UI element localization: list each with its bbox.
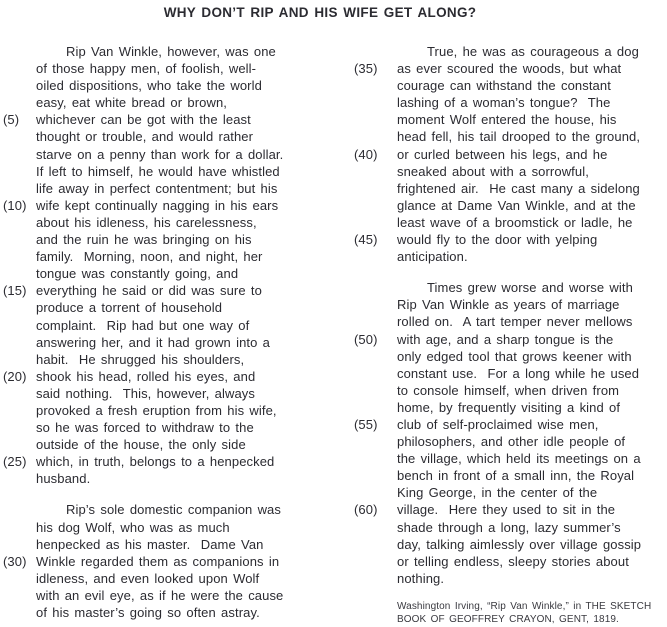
line-number bbox=[0, 77, 36, 94]
line-number: (10) bbox=[3, 197, 27, 213]
line-number bbox=[0, 519, 36, 536]
line-number: (35) bbox=[354, 61, 378, 77]
passage-line bbox=[340, 570, 667, 587]
passage-line bbox=[340, 128, 667, 145]
line-number bbox=[0, 248, 36, 265]
line-number bbox=[340, 365, 397, 382]
line-number bbox=[340, 348, 397, 365]
line-number bbox=[340, 77, 397, 94]
line-text: or curled between his legs, and he bbox=[397, 146, 608, 162]
line-number bbox=[0, 163, 36, 180]
line-number bbox=[0, 43, 36, 60]
passage-line bbox=[0, 111, 340, 128]
passage-line bbox=[340, 248, 667, 265]
passage-line bbox=[0, 470, 340, 487]
line-text: glance at Dame Van Winkle, and at the bbox=[397, 197, 636, 213]
line-number bbox=[340, 553, 397, 570]
line-number: (30) bbox=[3, 553, 27, 569]
passage-line bbox=[340, 77, 667, 94]
line-text: as ever scoured the woods, but what bbox=[397, 61, 622, 77]
line-number bbox=[340, 214, 397, 231]
passage-line bbox=[340, 146, 667, 163]
passage-line bbox=[340, 519, 667, 536]
line-number bbox=[0, 299, 36, 316]
line-number bbox=[0, 214, 36, 231]
passage-line bbox=[0, 368, 340, 385]
line-text: least wave of a broomstick or ladle, he bbox=[397, 214, 633, 230]
passage-line bbox=[0, 146, 340, 163]
line-text: Times grew worse and worse with bbox=[427, 280, 633, 296]
passage-line bbox=[340, 331, 667, 348]
line-text: rolled on. A tart temper never mellows bbox=[397, 314, 633, 330]
line-number bbox=[0, 487, 36, 501]
line-text: Rip Van Winkle as years of marriage bbox=[397, 297, 620, 313]
passage-line bbox=[0, 334, 340, 351]
line-text: whichever can be got with the least bbox=[36, 112, 251, 128]
passage-line bbox=[0, 604, 340, 621]
line-text: only edged tool that grows keener with bbox=[397, 348, 632, 364]
passage-line bbox=[340, 416, 667, 433]
source-citation bbox=[340, 600, 667, 626]
line-text: bench in front of a small inn, the Royal bbox=[397, 468, 635, 484]
passage-line bbox=[340, 553, 667, 570]
passage-title: WHY DON’T RIP AND HIS WIFE GET ALONG? bbox=[163, 5, 477, 20]
passage-line bbox=[340, 382, 667, 399]
line-text: day, talking aimlessly over village gossip bbox=[397, 536, 642, 552]
passage-line bbox=[0, 351, 340, 368]
line-text: starve on a penny than work for a dollar. bbox=[36, 146, 284, 162]
line-text: nothing. bbox=[397, 570, 445, 586]
passage-line bbox=[0, 282, 340, 299]
line-number bbox=[0, 94, 36, 111]
passage-line bbox=[0, 60, 340, 77]
line-text: lashing of a woman’s tongue? The bbox=[397, 95, 611, 111]
passage-line bbox=[0, 265, 340, 282]
line-text: henpecked as his master. Dame Van bbox=[36, 536, 264, 552]
line-number bbox=[0, 128, 36, 145]
line-text: answering her, and it had grown into a bbox=[36, 334, 270, 350]
passage-column-left bbox=[0, 43, 340, 626]
line-text: produce a torrent of household bbox=[36, 300, 223, 316]
line-text: shook his head, rolled his eyes, and bbox=[36, 368, 256, 384]
line-text: If left to himself, he would have whistled bbox=[36, 163, 280, 179]
line-number bbox=[0, 334, 36, 351]
passage-line bbox=[340, 348, 667, 365]
line-number bbox=[340, 433, 397, 450]
line-text: outside of the house, the only side bbox=[36, 437, 246, 453]
line-number bbox=[0, 317, 36, 334]
line-number bbox=[340, 94, 397, 111]
line-text: and the ruin he was bringing on his bbox=[36, 232, 252, 248]
passage-line bbox=[340, 163, 667, 180]
line-text: with an evil eye, as if he were the cause bbox=[36, 587, 284, 603]
line-number bbox=[340, 382, 397, 399]
line-text: would fly to the door with yelping bbox=[397, 232, 598, 248]
line-number bbox=[0, 587, 36, 604]
line-number bbox=[0, 436, 36, 453]
line-text: said nothing. This, however, always bbox=[36, 385, 255, 401]
line-number: (25) bbox=[3, 454, 27, 470]
line-number: (15) bbox=[3, 283, 27, 299]
passage-line bbox=[0, 402, 340, 419]
passage-line bbox=[340, 180, 667, 197]
line-number bbox=[340, 296, 397, 313]
line-text: husband. bbox=[36, 471, 91, 487]
passage-line bbox=[0, 553, 340, 570]
citation-line-2: BOOK OF GEOFFREY CRAYON, GENT, 1819. bbox=[397, 613, 619, 625]
line-text: wife kept continually nagging in his ears bbox=[36, 197, 279, 213]
line-text: easy, eat white bread or brown, bbox=[36, 95, 228, 111]
line-text: of his master’s going so often astray. bbox=[36, 605, 260, 620]
line-number bbox=[0, 231, 36, 248]
line-text: complaint. Rip had but one way of bbox=[36, 317, 250, 333]
passage-line bbox=[0, 299, 340, 316]
passage-line bbox=[340, 214, 667, 231]
passage-line bbox=[340, 313, 667, 330]
line-text: True, he was as courageous a dog bbox=[427, 44, 639, 59]
line-number bbox=[0, 470, 36, 487]
line-number bbox=[340, 570, 397, 587]
line-number bbox=[340, 450, 397, 467]
line-number bbox=[0, 60, 36, 77]
line-number: (60) bbox=[354, 502, 378, 518]
line-text: habit. He shrugged his shoulders, bbox=[36, 351, 245, 367]
line-number bbox=[0, 604, 36, 621]
line-text: provoked a fresh eruption from his wife, bbox=[36, 402, 277, 418]
passage-line bbox=[340, 365, 667, 382]
line-number: (20) bbox=[3, 368, 27, 384]
passage-line bbox=[0, 197, 340, 214]
passage-line bbox=[0, 501, 340, 518]
passage-line bbox=[340, 197, 667, 214]
line-text: so he was forced to withdraw to the bbox=[36, 420, 254, 436]
passage-line bbox=[0, 317, 340, 334]
line-number bbox=[0, 385, 36, 402]
line-text: frightened air. He cast many a sidelong bbox=[397, 180, 640, 196]
passage-line bbox=[340, 467, 667, 484]
passage-line bbox=[0, 570, 340, 587]
passage-line bbox=[0, 453, 340, 470]
line-text: with age, and a sharp tongue is the bbox=[397, 331, 614, 347]
passage-line bbox=[340, 536, 667, 553]
line-number: (45) bbox=[354, 232, 378, 248]
line-text: which, in truth, belongs to a henpecked bbox=[36, 454, 275, 470]
line-number bbox=[340, 265, 397, 279]
line-number bbox=[340, 536, 397, 553]
passage-line bbox=[0, 519, 340, 536]
line-text: philosophers, and other idle people of bbox=[397, 434, 626, 450]
line-number bbox=[0, 419, 36, 436]
line-number: (40) bbox=[354, 146, 378, 162]
line-text: thought or trouble, and would rather bbox=[36, 129, 254, 145]
line-text: King George, in the center of the bbox=[397, 485, 598, 501]
line-number bbox=[340, 43, 397, 60]
passage-line bbox=[0, 94, 340, 111]
passage-line bbox=[340, 450, 667, 467]
passage-columns bbox=[0, 20, 667, 626]
passage-line bbox=[0, 385, 340, 402]
passage-line bbox=[340, 94, 667, 111]
line-text: or telling endless, sleepy stories about bbox=[397, 553, 629, 569]
line-number bbox=[0, 351, 36, 368]
passage-line bbox=[340, 43, 667, 60]
passage-line bbox=[0, 43, 340, 60]
line-text: club of self-proclaimed wise men, bbox=[397, 416, 599, 432]
line-number bbox=[0, 501, 36, 518]
line-text bbox=[397, 265, 667, 279]
line-text: the village, which held its meetings on a bbox=[397, 451, 641, 467]
line-text: moment Wolf entered the house, his bbox=[397, 112, 617, 128]
passage-line bbox=[0, 436, 340, 453]
line-number bbox=[0, 265, 36, 282]
passage-line bbox=[340, 265, 667, 279]
passage-line bbox=[340, 484, 667, 501]
line-text: Rip’s sole domestic companion was bbox=[66, 502, 281, 518]
line-text: head fell, his tail drooped to the ground, bbox=[397, 129, 641, 145]
line-text: Rip Van Winkle, however, was one bbox=[66, 44, 276, 59]
line-number bbox=[0, 402, 36, 419]
passage-line bbox=[0, 231, 340, 248]
line-text: idleness, and even looked upon Wolf bbox=[36, 570, 260, 586]
line-text: of those happy men, of foolish, well- bbox=[36, 61, 257, 77]
passage-line bbox=[0, 536, 340, 553]
passage-line bbox=[340, 501, 667, 518]
line-text: oiled dispositions, who take the world bbox=[36, 78, 262, 94]
line-number bbox=[0, 570, 36, 587]
line-text: village. Here they used to sit in the bbox=[397, 502, 616, 518]
line-text: his dog Wolf, who was as much bbox=[36, 519, 230, 535]
right-column-lines bbox=[340, 43, 667, 587]
line-text: sneaked about with a sorrowful, bbox=[397, 163, 589, 179]
line-number bbox=[340, 399, 397, 416]
passage-line bbox=[0, 128, 340, 145]
line-number bbox=[340, 467, 397, 484]
line-text: Winkle regarded them as companions in bbox=[36, 553, 280, 569]
passage-column-right bbox=[340, 43, 667, 626]
line-text: life away in perfect contentment; but his bbox=[36, 180, 278, 196]
line-number: (50) bbox=[354, 331, 378, 347]
line-number bbox=[340, 180, 397, 197]
line-text: to console himself, when driven from bbox=[397, 382, 620, 398]
passage-line bbox=[0, 487, 340, 501]
line-text: shade through a long, lazy summer’s bbox=[397, 519, 621, 535]
passage-line bbox=[0, 163, 340, 180]
passage-line bbox=[0, 419, 340, 436]
line-number bbox=[340, 248, 397, 265]
line-number bbox=[340, 484, 397, 501]
line-number bbox=[340, 128, 397, 145]
passage-line bbox=[0, 587, 340, 604]
line-text bbox=[36, 487, 340, 501]
line-text: about his idleness, his carelessness, bbox=[36, 214, 257, 230]
line-number bbox=[340, 111, 397, 128]
line-number: (5) bbox=[3, 112, 20, 128]
line-text: tongue was constantly going, and bbox=[36, 266, 239, 282]
passage-line bbox=[340, 399, 667, 416]
line-text: anticipation. bbox=[397, 249, 468, 265]
line-number bbox=[340, 313, 397, 330]
line-text: home, by frequently visiting a kind of bbox=[397, 399, 621, 415]
passage-line bbox=[340, 231, 667, 248]
passage-line bbox=[0, 180, 340, 197]
line-number bbox=[0, 536, 36, 553]
line-number bbox=[340, 279, 397, 296]
line-number: (55) bbox=[354, 416, 378, 432]
passage-line bbox=[340, 279, 667, 296]
line-number bbox=[0, 180, 36, 197]
passage-line bbox=[340, 433, 667, 450]
line-text: constant use. For a long while he used bbox=[397, 365, 640, 381]
passage-line bbox=[340, 60, 667, 77]
passage-line bbox=[340, 296, 667, 313]
line-number bbox=[340, 519, 397, 536]
passage-line bbox=[0, 77, 340, 94]
line-text: family. Morning, noon, and night, her bbox=[36, 249, 263, 265]
passage-line bbox=[0, 248, 340, 265]
citation-line-1: Washington Irving, “Rip Van Winkle,” in THE SKETCH bbox=[397, 600, 652, 612]
line-number bbox=[340, 197, 397, 214]
passage-line bbox=[0, 214, 340, 231]
line-number bbox=[340, 163, 397, 180]
line-number bbox=[0, 146, 36, 163]
line-text: courage can withstand the constant bbox=[397, 78, 611, 94]
line-text: everything he said or did was sure to bbox=[36, 283, 262, 299]
passage-line bbox=[340, 111, 667, 128]
